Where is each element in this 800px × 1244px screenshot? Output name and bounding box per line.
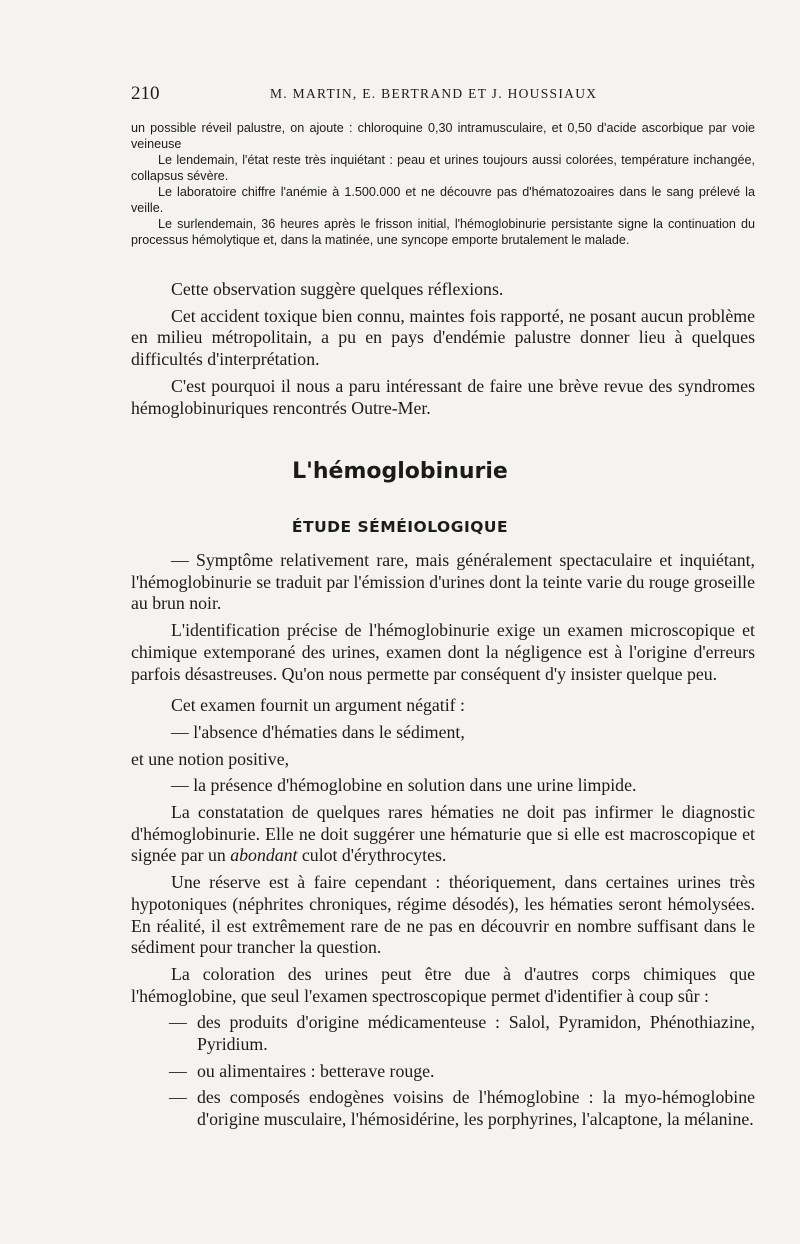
- paragraph: Une réserve est à faire cependant : théoriquement, dans certaines urines très hypotoniques (néphrites chroniques, régime désodés), les hématies seront hémolysées. En réalité, il est extrêmement rare de ne pas en découvrir en nombre suffisant dans le sédiment pour trancher la question.: [131, 872, 755, 958]
- paragraph: La coloration des urines peut être due à d'autres corps chimiques que l'hémoglobine, que seul l'examen spectroscopique permet d'identifier à coup sûr :: [131, 963, 755, 1006]
- case-note: Le lendemain, l'état reste très inquiétant : peau et urines toujours aussi colorées, température inchangée, collapsus sévère.: [131, 153, 755, 183]
- section-subtitle: ÉTUDE SÉMÉIOLOGIQUE: [291, 518, 509, 536]
- paragraph: Cet accident toxique bien connu, maintes fois rapporté, ne posant aucun problème en milieu métropolitain, a pu en pays d'endémie palustre donner lieu à quelques difficultés d'interprétation.: [131, 305, 755, 370]
- case-note: un possible réveil palustre, on ajoute : chloroquine 0,30 intramusculaire, et 0,50 d'acide ascorbique par voie veineuse: [131, 121, 755, 151]
- paragraph: Cet examen fournit un argument négatif :: [171, 695, 465, 716]
- page-number: 210: [131, 83, 160, 104]
- paragraph: [131, 802, 755, 867]
- running-head: [131, 83, 631, 107]
- paragraph: Cette observation suggère quelques réflexions.: [171, 279, 504, 299]
- case-notes: [131, 121, 755, 249]
- dash: —: [169, 1012, 187, 1033]
- paragraph: et une notion positive,: [131, 748, 290, 769]
- list-item-text: des produits d'origine médicamenteuse : Salol, Pyramidon, Phénothiazine, Pyridium.: [197, 1012, 755, 1055]
- emphasis: abondant: [230, 845, 298, 866]
- list-item-text: des composés endogènes voisins de l'hémoglobine : la myo-hémoglobine d'origine musculaire, l'hémosidérine, les porphyrines, l'alcaptone, la mélanine.: [197, 1087, 755, 1130]
- paragraph: L'identification précise de l'hémoglobinurie exige un examen microscopique et chimique extemporané des urines, examen dont la négligence est à l'origine d'erreurs parfois désastreuses. Qu'on nous permette par conséquent d'y insister quelque peu.: [131, 620, 755, 684]
- case-note: Le surlendemain, 36 heures après le frisson initial, l'hémoglobinurie persistante signe la continuation du processus hémolytique et, dans la matinée, une syncope emporte brutalement le malade.: [131, 217, 755, 247]
- section-title: L'hémoglobinurie: [292, 459, 508, 484]
- observation-section: [131, 279, 755, 424]
- text-run: La constatation de quelques rares hématies ne doit pas infirmer le diagnostic d'hémoglobinurie. Elle ne doit suggérer une hématurie que si elle est macroscopique et signée par un: [131, 802, 755, 866]
- dash: —: [169, 1087, 187, 1108]
- paragraph: — Symptôme relativement rare, mais généralement spectaculaire et inquiétant, l'hémoglobinurie se traduit par l'émission d'urines dont la teinte varie du rouge groseille au brun noir.: [131, 550, 755, 614]
- list-item: — l'absence d'hématies dans le sédiment,: [171, 721, 465, 742]
- main-text: [131, 550, 755, 1136]
- dash: —: [169, 1060, 187, 1081]
- list-item: [131, 1087, 755, 1130]
- list-item: — la présence d'hémoglobine en solution dans une urine limpide.: [171, 775, 637, 796]
- paragraph: C'est pourquoi il nous a paru intéressant de faire une brève revue des syndromes hémoglobinuriques rencontrés Outre-Mer.: [131, 375, 755, 418]
- list-item: [131, 1012, 755, 1055]
- list-item: [131, 1061, 755, 1083]
- list-item-text: ou alimentaires : betterave rouge.: [197, 1060, 435, 1081]
- case-note: Le laboratoire chiffre l'anémie à 1.500.000 et ne découvre pas d'hématozoaires dans le sang prélevé la veille.: [131, 185, 755, 215]
- running-head-authors: M. MARTIN, E. BERTRAND ET J. HOUSSIAUX: [270, 86, 598, 101]
- text-run: culot d'érythrocytes.: [301, 845, 447, 866]
